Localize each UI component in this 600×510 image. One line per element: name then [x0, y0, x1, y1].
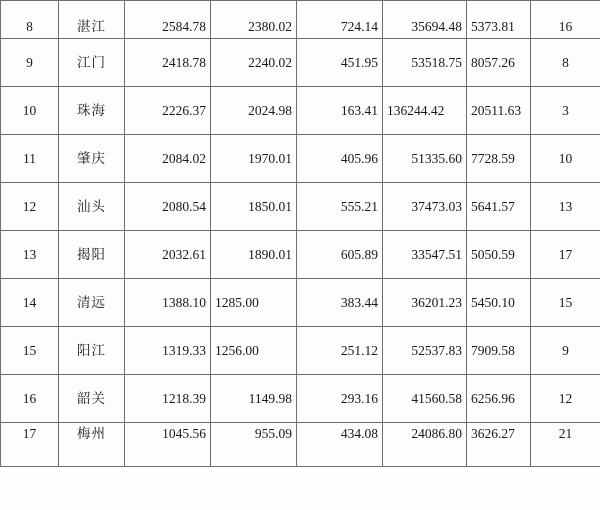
cell-value3: 434.08	[297, 423, 383, 467]
table-row	[1, 135, 600, 183]
cell-value1: 2084.02	[125, 135, 211, 183]
cell-rank2: 12	[531, 375, 600, 423]
cell-value5: 5373.81	[467, 1, 531, 39]
cell-value5: 7909.58	[467, 327, 531, 375]
cell-city: 肇庆	[59, 135, 125, 183]
cell-value5: 8057.26	[467, 39, 531, 87]
cell-value1: 1218.39	[125, 375, 211, 423]
cell-value2: 1970.01	[211, 135, 297, 183]
cell-value4: 52537.83	[383, 327, 467, 375]
cell-rank: 15	[1, 327, 59, 375]
table-row	[1, 279, 600, 327]
cell-rank: 12	[1, 183, 59, 231]
cell-value1: 2226.37	[125, 87, 211, 135]
cell-value5: 5641.57	[467, 183, 531, 231]
cell-value1: 1319.33	[125, 327, 211, 375]
cell-value3: 383.44	[297, 279, 383, 327]
cell-value4: 37473.03	[383, 183, 467, 231]
cell-value3: 451.95	[297, 39, 383, 87]
cell-rank2: 9	[531, 327, 600, 375]
cell-value1: 2584.78	[125, 1, 211, 39]
cell-rank: 9	[1, 39, 59, 87]
cell-value2: 955.09	[211, 423, 297, 467]
cell-value2: 2024.98	[211, 87, 297, 135]
table-row	[1, 327, 600, 375]
table-row	[1, 87, 600, 135]
cell-rank2: 13	[531, 183, 600, 231]
cell-rank2: 17	[531, 231, 600, 279]
cell-value1: 1388.10	[125, 279, 211, 327]
cell-value5: 7728.59	[467, 135, 531, 183]
cell-value4: 41560.58	[383, 375, 467, 423]
cell-value4: 33547.51	[383, 231, 467, 279]
cell-rank: 16	[1, 375, 59, 423]
cell-rank2: 3	[531, 87, 600, 135]
cell-value1: 2418.78	[125, 39, 211, 87]
cell-value4: 51335.60	[383, 135, 467, 183]
cell-value3: 555.21	[297, 183, 383, 231]
cell-value2: 1256.00	[211, 327, 297, 375]
cell-value4: 53518.75	[383, 39, 467, 87]
cell-rank2: 8	[531, 39, 600, 87]
cell-value2: 1285.00	[211, 279, 297, 327]
cell-value4: 136244.42	[383, 87, 467, 135]
cell-value2: 1149.98	[211, 375, 297, 423]
cell-value4: 36201.23	[383, 279, 467, 327]
cell-rank: 10	[1, 87, 59, 135]
cell-city: 江门	[59, 39, 125, 87]
cell-city: 韶关	[59, 375, 125, 423]
table-row	[1, 231, 600, 279]
cell-value1: 1045.56	[125, 423, 211, 467]
cell-value3: 251.12	[297, 327, 383, 375]
cell-value5: 20511.63	[467, 87, 531, 135]
table-row	[1, 423, 600, 467]
cell-rank: 17	[1, 423, 59, 467]
cell-value3: 405.96	[297, 135, 383, 183]
cell-rank2: 21	[531, 423, 600, 467]
cell-city: 阳江	[59, 327, 125, 375]
cell-value1: 2032.61	[125, 231, 211, 279]
cell-city: 揭阳	[59, 231, 125, 279]
cell-city: 清远	[59, 279, 125, 327]
cell-rank: 8	[1, 1, 59, 39]
table-row	[1, 1, 600, 39]
cell-city: 珠海	[59, 87, 125, 135]
cell-value2: 2240.02	[211, 39, 297, 87]
cell-value3: 605.89	[297, 231, 383, 279]
cell-value3: 724.14	[297, 1, 383, 39]
table-row	[1, 375, 600, 423]
cell-rank: 11	[1, 135, 59, 183]
cell-value2: 1890.01	[211, 231, 297, 279]
cell-city: 汕头	[59, 183, 125, 231]
cell-value5: 6256.96	[467, 375, 531, 423]
cell-rank: 14	[1, 279, 59, 327]
cell-value3: 293.16	[297, 375, 383, 423]
cell-value4: 24086.80	[383, 423, 467, 467]
table-row	[1, 183, 600, 231]
cell-value5: 5450.10	[467, 279, 531, 327]
cell-value2: 2380.02	[211, 1, 297, 39]
cell-rank2: 16	[531, 1, 600, 39]
cell-rank2: 15	[531, 279, 600, 327]
cell-value1: 2080.54	[125, 183, 211, 231]
cell-rank2: 10	[531, 135, 600, 183]
cell-city: 梅州	[59, 423, 125, 467]
cell-value5: 5050.59	[467, 231, 531, 279]
cell-value3: 163.41	[297, 87, 383, 135]
table-body	[1, 1, 600, 467]
cell-city: 湛江	[59, 1, 125, 39]
cell-value4: 35694.48	[383, 1, 467, 39]
table-row	[1, 39, 600, 87]
cell-value5: 3626.27	[467, 423, 531, 467]
cell-value2: 1850.01	[211, 183, 297, 231]
cell-rank: 13	[1, 231, 59, 279]
